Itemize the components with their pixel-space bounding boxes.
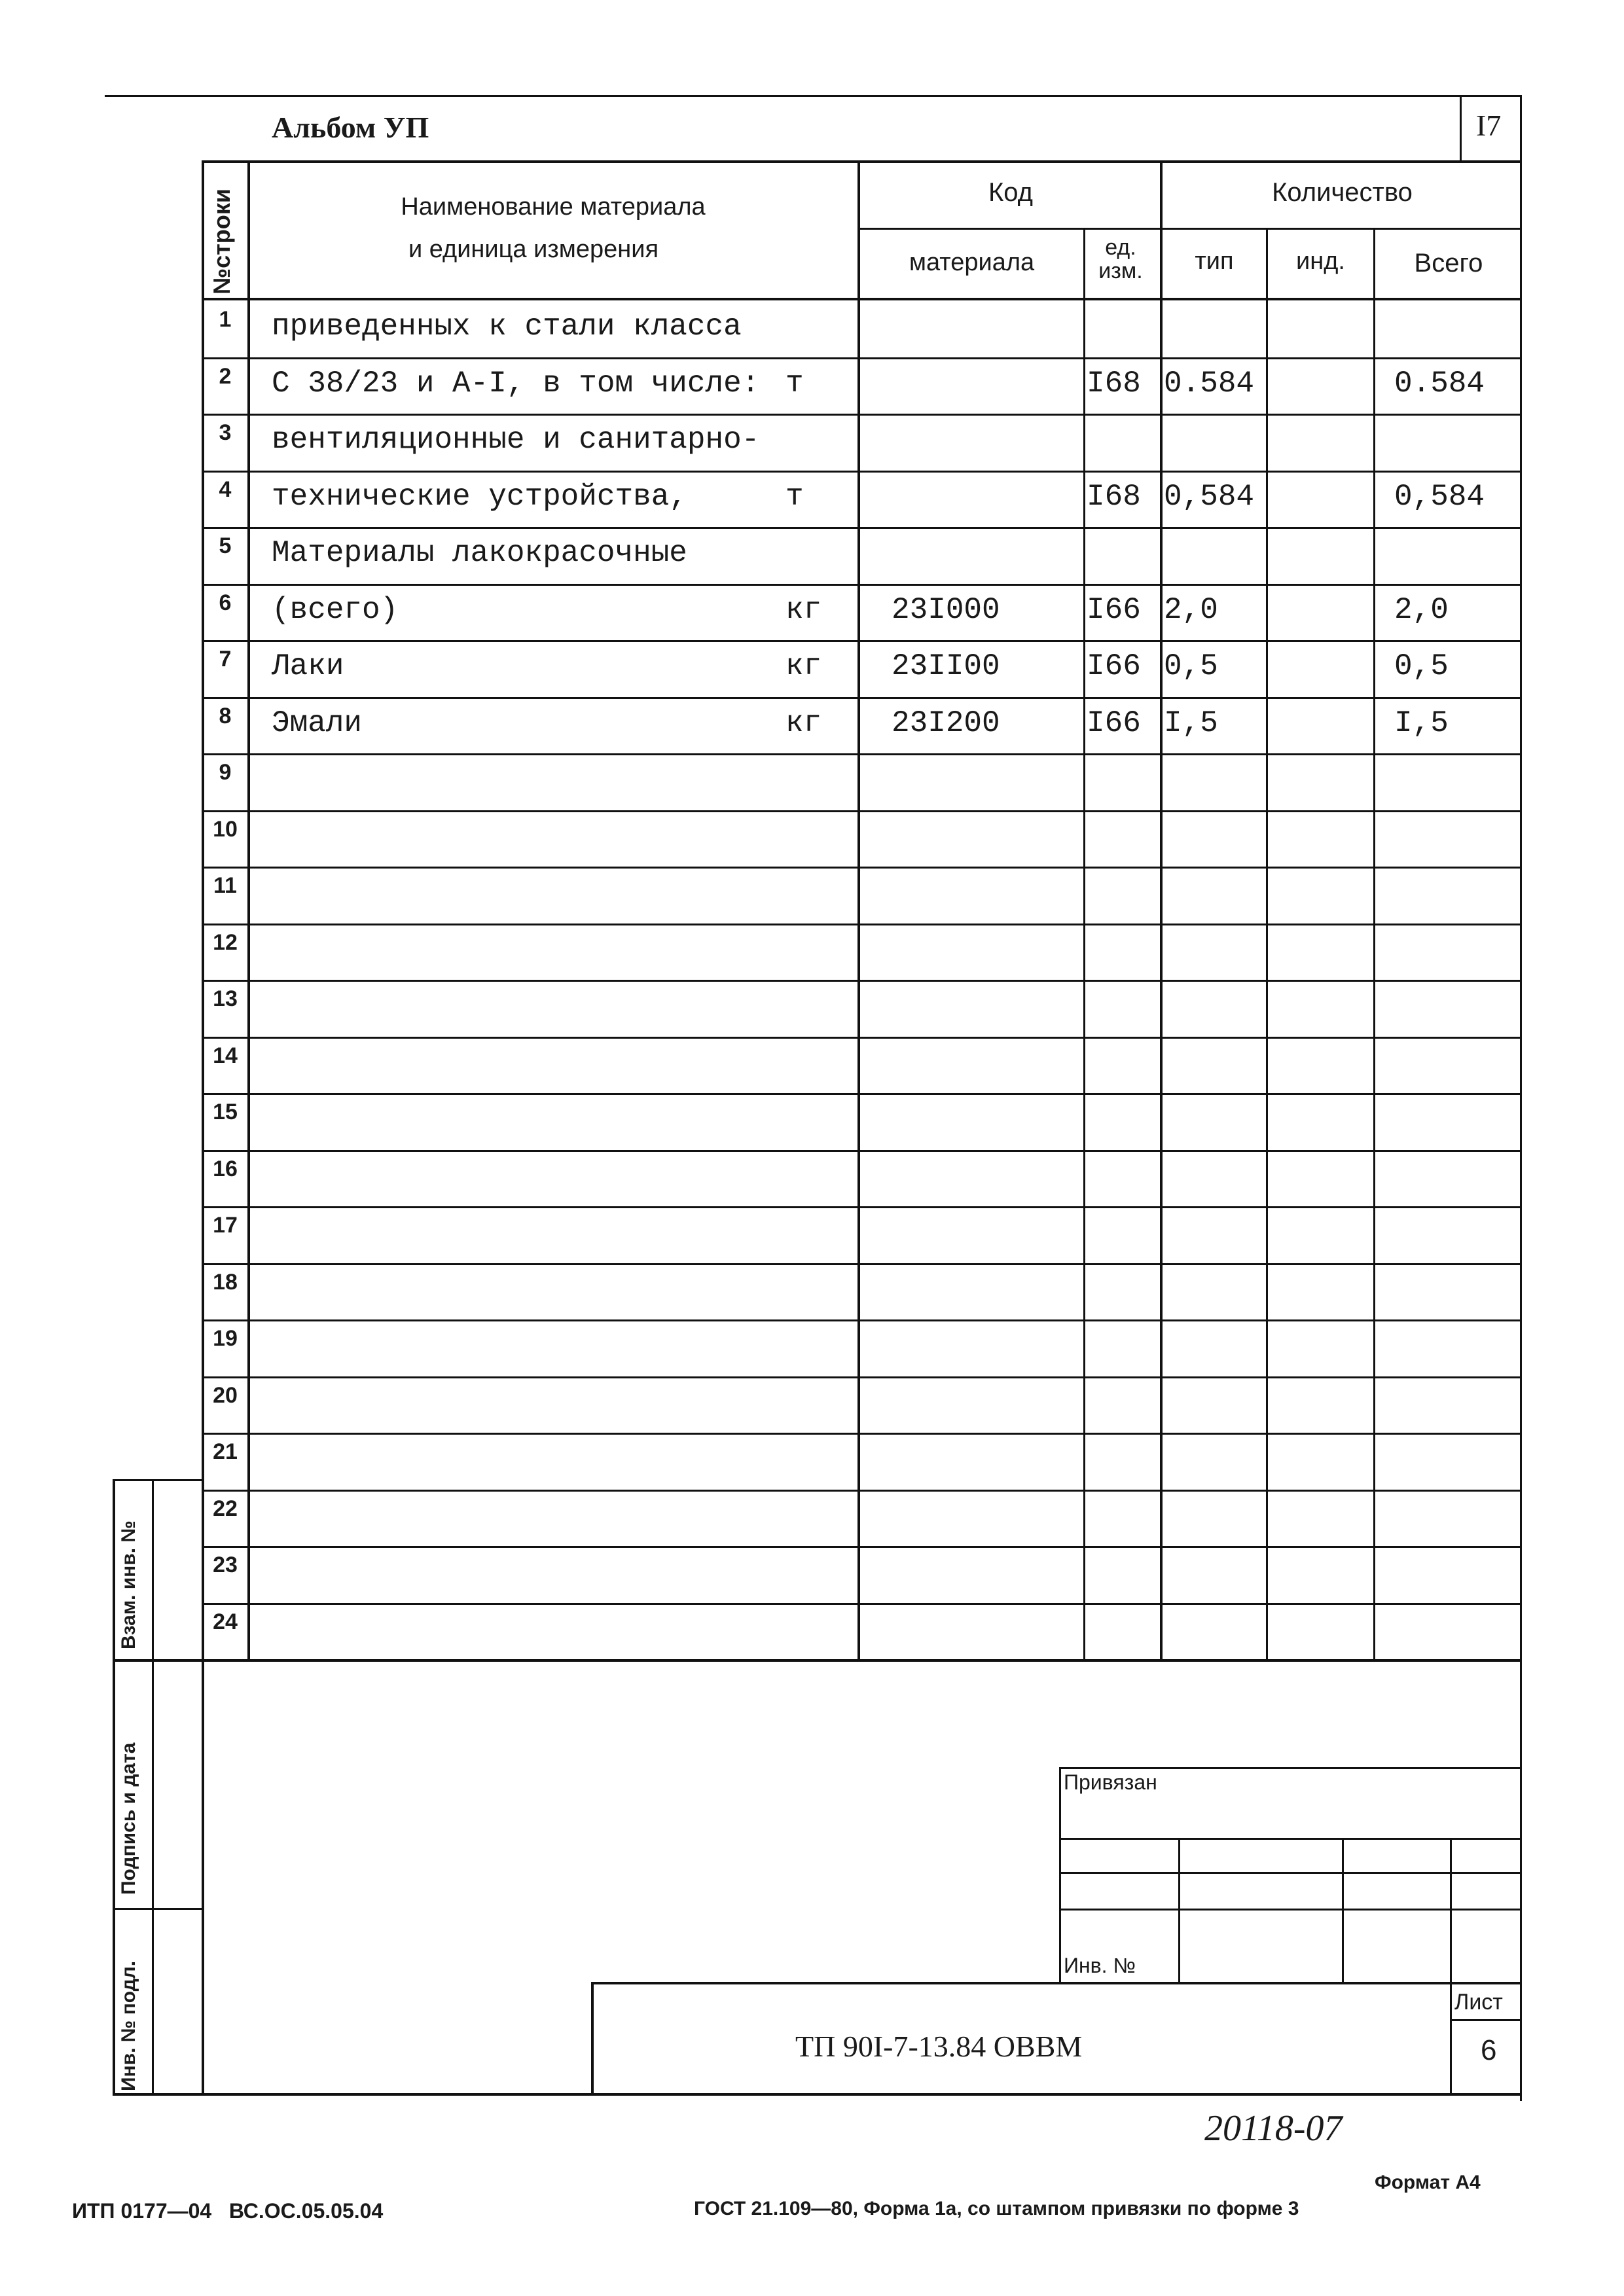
header-unit-code: ед. изм. bbox=[1098, 235, 1143, 283]
row-separator bbox=[203, 980, 1522, 982]
row-number: 12 bbox=[213, 930, 238, 955]
row-separator bbox=[203, 1319, 1522, 1321]
row-separator bbox=[203, 1093, 1522, 1095]
row-unit-code: I66 bbox=[1087, 593, 1141, 627]
row-material-code: 23II00 bbox=[892, 649, 1000, 683]
row-unit-code: I66 bbox=[1087, 649, 1141, 683]
header-name: Наименование материала bbox=[401, 193, 706, 221]
document-code: ТП 90I-7-13.84 ОВВМ bbox=[795, 2030, 1083, 2063]
row-total: 2,0 bbox=[1394, 593, 1449, 627]
stamp-left bbox=[1059, 1767, 1061, 1983]
row-number: 21 bbox=[213, 1439, 238, 1464]
list-box-left bbox=[1450, 1982, 1452, 2094]
row-unit: т bbox=[785, 367, 804, 401]
header-row-no: №строки bbox=[208, 188, 235, 295]
side-block-top bbox=[113, 1479, 204, 1481]
row-unit: кг bbox=[785, 706, 822, 740]
top-border bbox=[105, 95, 1522, 97]
side-block-left bbox=[113, 1479, 115, 2094]
sheet-number: I7 bbox=[1476, 109, 1502, 142]
row-separator bbox=[203, 1603, 1522, 1605]
row-number: 14 bbox=[213, 1043, 238, 1068]
row-separator bbox=[203, 584, 1522, 586]
vzam-label: Взам. инв. № bbox=[118, 1520, 139, 1649]
row-number: 23 bbox=[213, 1552, 238, 1577]
row-number: 20 bbox=[213, 1383, 238, 1408]
row-number: 18 bbox=[213, 1270, 238, 1295]
row-separator bbox=[203, 697, 1522, 699]
privyazan-label: Привязан bbox=[1064, 1770, 1157, 1794]
row-name: приведенных к стали класса bbox=[272, 310, 742, 344]
table-top-line bbox=[203, 160, 1522, 163]
list-number: 6 bbox=[1481, 2034, 1497, 2066]
row-number: 22 bbox=[213, 1496, 238, 1521]
row-number: 15 bbox=[213, 1100, 238, 1124]
handwritten-number: 20118-07 bbox=[1204, 2108, 1343, 2149]
list-box-mid bbox=[1450, 2019, 1522, 2021]
row-separator bbox=[203, 753, 1522, 755]
right-border bbox=[1520, 95, 1522, 2101]
row-name: С 38/23 и А-I, в том числе: bbox=[272, 367, 760, 401]
sheet-box-left bbox=[1460, 95, 1462, 160]
row-number: 9 bbox=[219, 760, 232, 785]
row-unit-code: I68 bbox=[1087, 367, 1141, 401]
row-number: 16 bbox=[213, 1157, 238, 1181]
inv-no-label: Инв. № bbox=[1064, 1954, 1136, 1977]
col-line-ind bbox=[1373, 228, 1375, 1659]
header-code: Код bbox=[988, 178, 1033, 207]
page-bottom-line bbox=[113, 2093, 1522, 2096]
header-tip: тип bbox=[1195, 247, 1234, 275]
side-block-right bbox=[152, 1479, 154, 2094]
stamp-h1 bbox=[1059, 1838, 1522, 1840]
row-separator bbox=[203, 924, 1522, 925]
row-unit: кг bbox=[785, 593, 822, 627]
row-separator bbox=[203, 1263, 1522, 1265]
header-mid-line bbox=[859, 228, 1522, 230]
stamp-v2 bbox=[1342, 1838, 1344, 1983]
header-total: Всего bbox=[1414, 249, 1483, 278]
stamp-h2 bbox=[1059, 1872, 1522, 1874]
row-number: 17 bbox=[213, 1213, 238, 1238]
stamp-h3 bbox=[1059, 1909, 1522, 1910]
row-name: Эмали bbox=[272, 706, 363, 740]
col-line-material bbox=[1083, 228, 1085, 1659]
row-number: 11 bbox=[213, 873, 237, 898]
row-tip: I,5 bbox=[1164, 706, 1218, 740]
row-separator bbox=[203, 1376, 1522, 1378]
row-separator bbox=[203, 1150, 1522, 1152]
row-name: технические устройства, bbox=[272, 480, 687, 514]
header-name-2: и единица измерения bbox=[408, 236, 659, 263]
row-separator bbox=[203, 1433, 1522, 1435]
row-total: 0.584 bbox=[1394, 367, 1485, 401]
col-line-tip bbox=[1266, 228, 1268, 1659]
inv-podl-label: Инв. № подл. bbox=[118, 1960, 139, 2091]
row-tip: 0.584 bbox=[1164, 367, 1255, 401]
row-name: вентиляционные и санитарно- bbox=[272, 423, 760, 457]
header-material: материала bbox=[909, 249, 1035, 276]
stamp-v1 bbox=[1178, 1838, 1180, 1983]
title-block-top bbox=[591, 1982, 1522, 1984]
list-label: Лист bbox=[1454, 1990, 1503, 2015]
row-total: 0,5 bbox=[1394, 649, 1449, 683]
row-number: 8 bbox=[219, 704, 232, 728]
header-bottom-line bbox=[203, 298, 1522, 300]
header-quantity: Количество bbox=[1272, 178, 1413, 207]
row-separator bbox=[203, 1546, 1522, 1548]
header-ind: инд. bbox=[1296, 247, 1345, 275]
row-total: I,5 bbox=[1394, 706, 1449, 740]
row-separator bbox=[203, 1490, 1522, 1492]
row-separator bbox=[203, 527, 1522, 529]
stamp-v3 bbox=[1450, 1838, 1452, 1983]
format-label: Формат А4 bbox=[1375, 2172, 1481, 2193]
row-number: 4 bbox=[219, 477, 232, 502]
row-separator bbox=[203, 414, 1522, 416]
row-number: 19 bbox=[213, 1326, 238, 1351]
row-separator bbox=[203, 867, 1522, 869]
row-material-code: 23I000 bbox=[892, 593, 1000, 627]
row-number: 24 bbox=[213, 1609, 238, 1634]
row-total: 0,584 bbox=[1394, 480, 1485, 514]
podpis-label: Подпись и дата bbox=[118, 1742, 139, 1895]
title-block-left bbox=[591, 1982, 594, 2094]
row-material-code: 23I200 bbox=[892, 706, 1000, 740]
row-number: 3 bbox=[219, 420, 232, 445]
row-tip: 0,5 bbox=[1164, 649, 1218, 683]
row-separator bbox=[203, 357, 1522, 359]
row-separator bbox=[203, 1037, 1522, 1039]
footer-left: ИТП 0177—04 ВС.ОС.05.05.04 bbox=[72, 2199, 384, 2223]
row-number: 5 bbox=[219, 533, 232, 558]
row-unit: т bbox=[785, 480, 804, 514]
row-number: 2 bbox=[219, 364, 232, 389]
row-number: 7 bbox=[219, 647, 232, 672]
row-number: 13 bbox=[213, 986, 238, 1011]
stamp-privyazan-top bbox=[1059, 1767, 1522, 1769]
row-unit-code: I68 bbox=[1087, 480, 1141, 514]
row-tip: 2,0 bbox=[1164, 593, 1218, 627]
row-unit: кг bbox=[785, 649, 822, 683]
row-name: Материалы лакокрасочные bbox=[272, 536, 687, 570]
side-block-div1 bbox=[113, 1659, 1522, 1662]
album-title: Альбом УП bbox=[272, 111, 429, 144]
row-name: (всего) bbox=[272, 593, 399, 627]
row-unit-code: I66 bbox=[1087, 706, 1141, 740]
row-separator bbox=[203, 471, 1522, 473]
row-number: 1 bbox=[219, 307, 232, 332]
footer-gost: ГОСТ 21.109—80, Форма 1а, со штампом привязки по форме 3 bbox=[694, 2198, 1299, 2219]
left-margin-line bbox=[202, 1659, 204, 2094]
row-separator bbox=[203, 810, 1522, 812]
row-number: 6 bbox=[219, 590, 232, 615]
side-block-div2 bbox=[113, 1908, 204, 1910]
row-number: 10 bbox=[213, 817, 238, 842]
row-name: Лаки bbox=[272, 649, 344, 683]
row-separator bbox=[203, 640, 1522, 642]
row-tip: 0,584 bbox=[1164, 480, 1255, 514]
row-separator bbox=[203, 1206, 1522, 1208]
